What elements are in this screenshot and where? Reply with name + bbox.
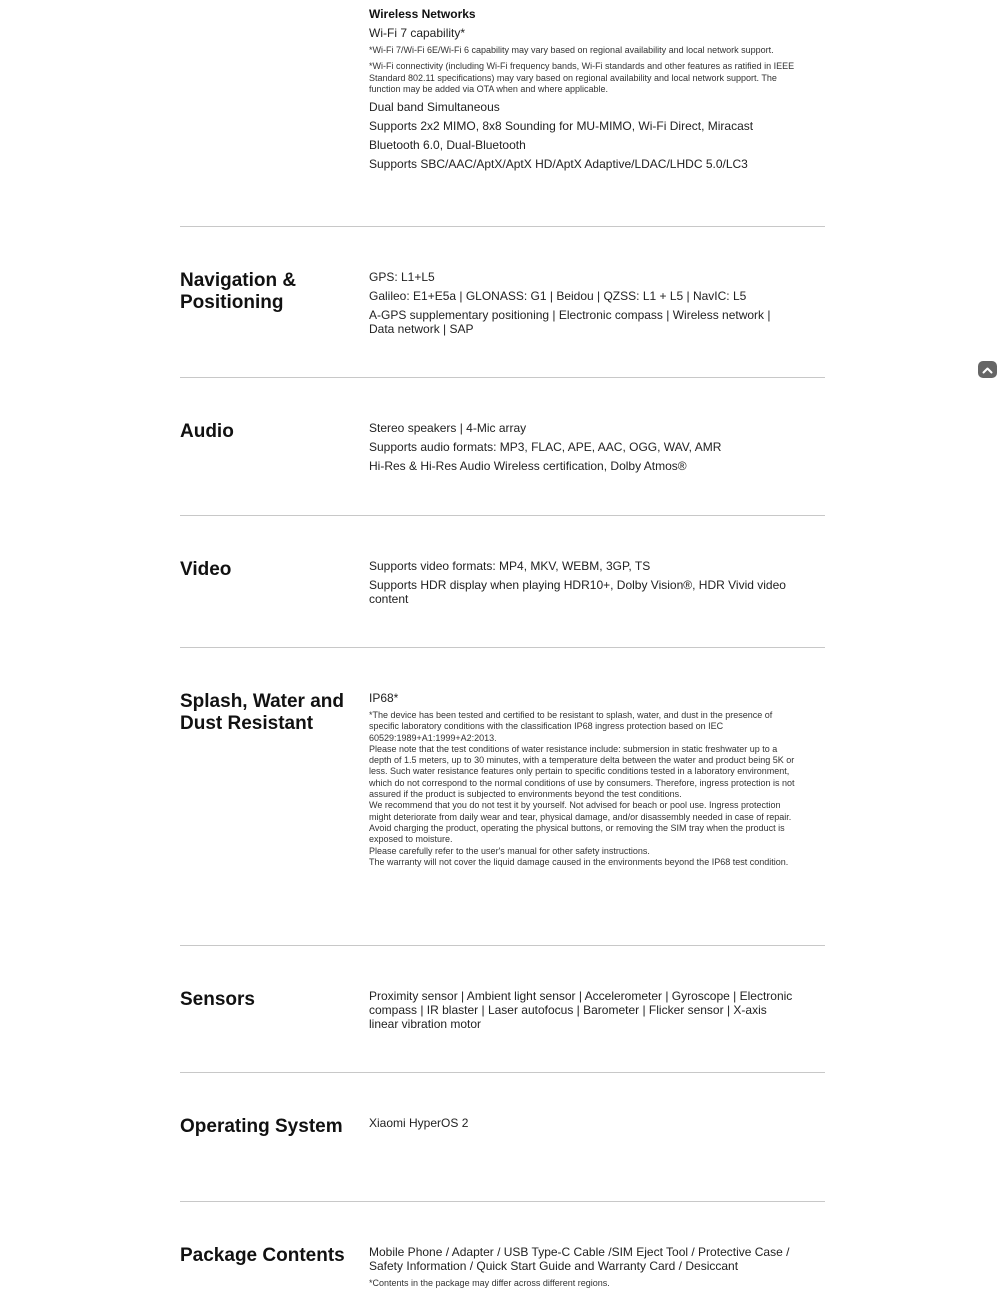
section-heading: Video <box>180 559 232 580</box>
section-navigation <box>180 227 825 378</box>
spec-line: Supports HDR display when playing HDR10+, Dolby Vision®, HDR Vivid video content <box>369 578 786 606</box>
section-audio <box>180 378 825 516</box>
section-content <box>369 559 825 647</box>
spec-note: Avoid charging the product, operating the physical buttons, or removing the SIM tray when the product is exposed to moisture. <box>369 822 785 845</box>
spec-line: Hi-Res & Hi-Res Audio Wireless certification, Dolby Atmos® <box>369 459 687 473</box>
section-heading: Sensors <box>180 989 255 1010</box>
section-operating-system <box>180 1073 825 1202</box>
spec-note: *Contents in the package may differ across different regions. <box>369 1278 610 1288</box>
chevron-up-icon <box>982 366 993 374</box>
spec-line: Supports 2x2 MIMO, 8x8 Sounding for MU-MIMO, Wi-Fi Direct, Miracast <box>369 119 754 134</box>
section-sensors <box>180 946 825 1073</box>
spec-note: *Wi-Fi 7/Wi-Fi 6E/Wi-Fi 6 capability may vary based on regional availability and local network support. <box>369 45 774 55</box>
section-content <box>369 421 825 515</box>
spec-line: Stereo speakers | 4-Mic array <box>369 421 527 435</box>
section-content <box>369 270 825 377</box>
spec-list <box>180 0 825 1305</box>
spec-line: Supports SBC/AAC/AptX/AptX HD/AptX Adaptive/LDAC/LHDC 5.0/LC3 <box>369 157 748 172</box>
section-video <box>180 516 825 648</box>
spec-note: *Wi-Fi connectivity (including Wi-Fi frequency bands, Wi-Fi standards and other features as ratified in IEEE Standard 802.11 specifications) may vary based on regional availability and local network support. The function may be added via OTA when and where applicable. <box>369 61 795 94</box>
spec-line: Bluetooth 6.0, Dual-Bluetooth <box>369 138 526 153</box>
section-heading: Package Contents <box>180 1245 345 1266</box>
section-heading: Operating System <box>180 1116 343 1137</box>
spec-line: Xiaomi HyperOS 2 <box>369 1116 469 1130</box>
spec-line: Wi-Fi 7 capability* <box>369 26 466 40</box>
section-content-connectivity <box>369 7 825 226</box>
spec-note: Please note that the test conditions of water resistance include: submersion in static freshwater up to a depth of 1.5 meters, up to 30 minutes, with a temperature delta between the water and product being 5K or less. Such water resistance features only pertain to specific conditions tested in a laboratory environment, which do not correspond to the normal conditions of use by consumers. Therefore, ingress protection is not assured if the product is subjected to environments beyond the test conditions. <box>369 743 795 800</box>
spec-line: Proximity sensor | Ambient light sensor | Accelerometer | Gyroscope | Electronic compass | IR blaster | Laser autofocus | Barometer | Flicker sensor | X-axis linear vibration motor <box>369 989 793 1031</box>
spec-line: Supports audio formats: MP3, FLAC, APE, AAC, OGG, WAV, AMR <box>369 440 722 454</box>
spec-line: A-GPS supplementary positioning | Electronic compass | Wireless network | Data network | SAP <box>369 308 771 336</box>
spec-line: Dual band Simultaneous <box>369 100 500 115</box>
section-heading-connectivity <box>180 7 369 226</box>
spec-line: Mobile Phone / Adapter / USB Type-C Cable /SIM Eject Tool / Protective Case / Safety Information / Quick Start Guide and Warranty Card / Desiccant <box>369 1245 790 1273</box>
spec-note: The warranty will not cover the liquid damage caused in the environments beyond the IP68 test condition. <box>369 856 789 867</box>
section-heading: Navigation & Positioning <box>180 270 297 313</box>
section-package-contents <box>180 1202 825 1305</box>
spec-line: Galileo: E1+E5a | GLONASS: G1 | Beidou | QZSS: L1 + L5 | NavIC: L5 <box>369 289 747 303</box>
section-connectivity <box>180 0 825 227</box>
section-content <box>369 1116 825 1201</box>
spec-line: GPS: L1+L5 <box>369 270 435 284</box>
ip-rating: IP68* <box>369 691 399 705</box>
spec-line: Supports video formats: MP4, MKV, WEBM, 3GP, TS <box>369 559 651 573</box>
wireless-networks-subheading: Wireless Networks <box>369 7 476 21</box>
section-content <box>369 989 825 1072</box>
spec-note: Please carefully refer to the user's manual for other safety instructions. <box>369 845 650 856</box>
section-splash-resistance <box>180 648 825 946</box>
spec-note: We recommend that you do not test it by yourself. Not advised for beach or pool use. Ingress protection might deteriorate from daily wear and tear, physical damage, and/or disassembly needed in case of repair. <box>369 800 792 822</box>
section-content <box>369 691 825 945</box>
scroll-to-top-button[interactable] <box>978 361 997 378</box>
section-content <box>369 1245 825 1305</box>
section-heading: Audio <box>180 421 234 442</box>
section-heading: Splash, Water and Dust Resistant <box>180 691 344 734</box>
spec-note: *The device has been tested and certified to be resistant to splash, water, and dust in the presence of specific laboratory conditions with the classification IP68 ingress protection based on IEC 60529:1989+A1:1999+A2:2013. <box>369 710 773 743</box>
splash-notes <box>369 710 799 868</box>
